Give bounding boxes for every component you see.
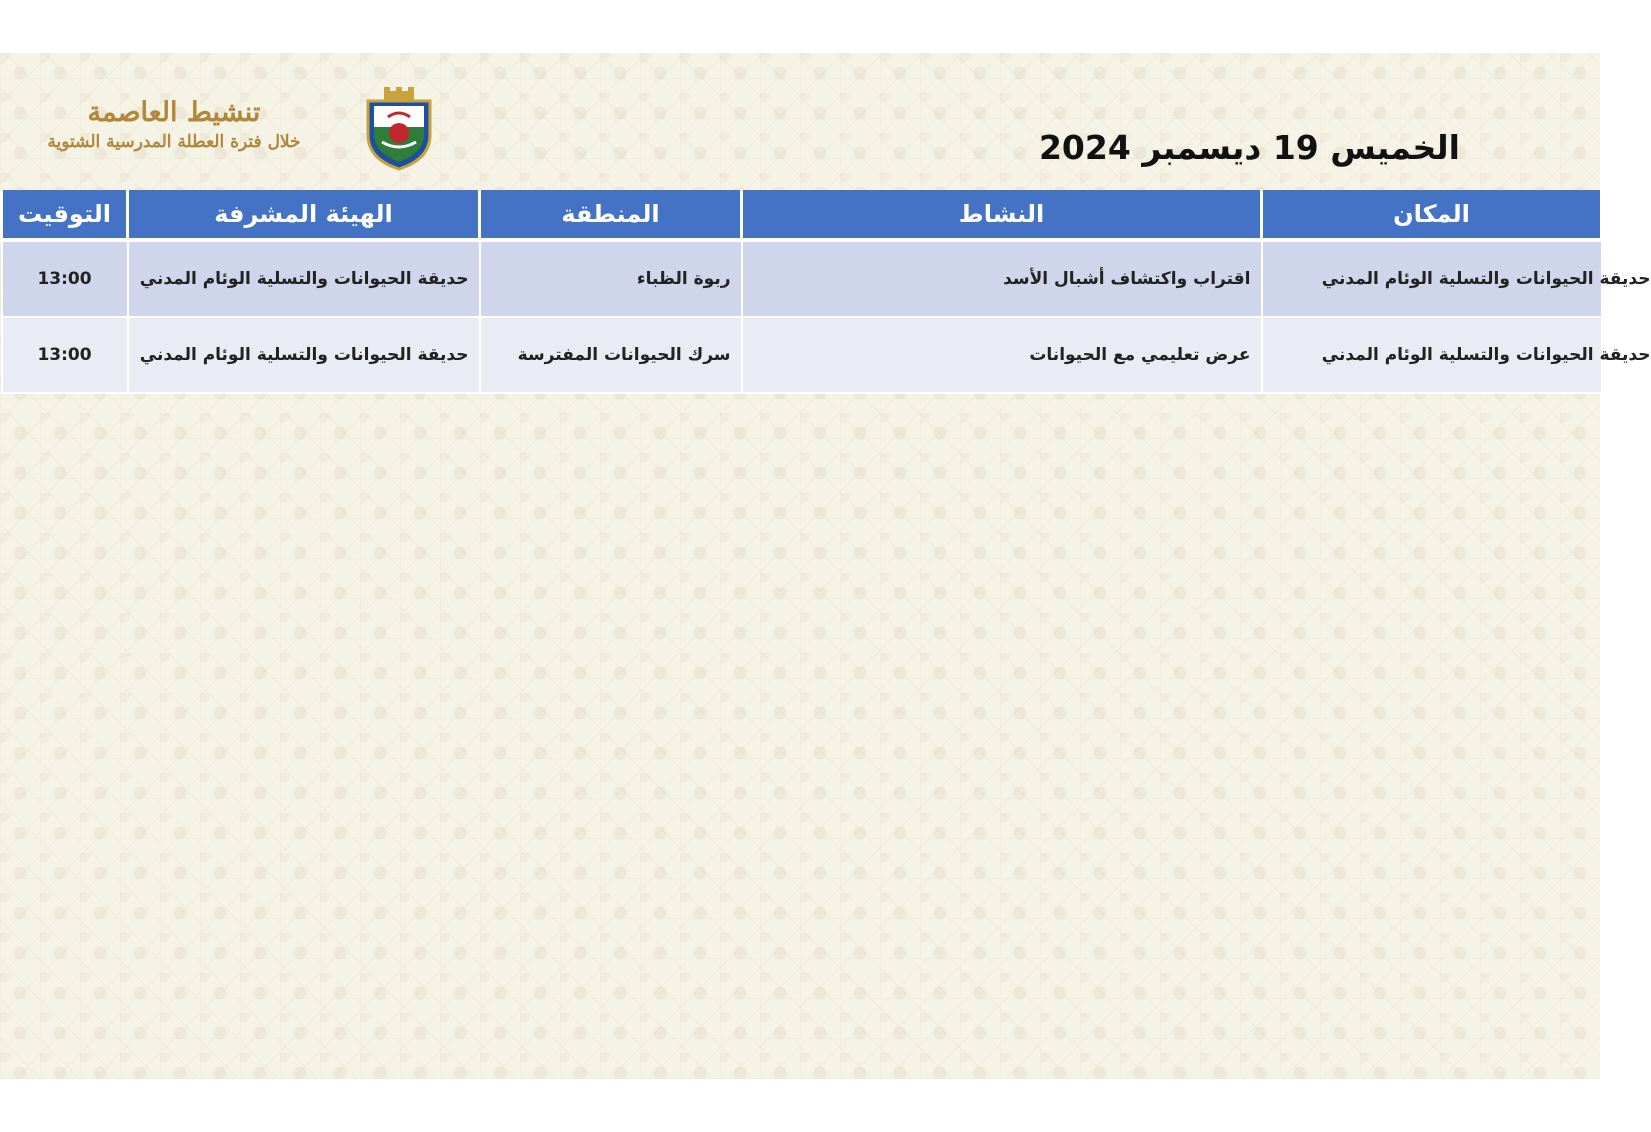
date-title: الخميس 19 ديسمبر 2024 [1038,128,1460,167]
table-header-row [2,190,1602,240]
header-area: المنطقة [480,190,742,240]
algiers-coat-of-arms-icon [358,87,440,171]
header-time: التوقيت [2,190,128,240]
organizer-cell: حديقة الحيوانات والتسلية الوئام المدني [128,240,480,317]
schedule-poster [0,53,1651,1079]
time-cell: 13:00 [2,317,128,393]
brand-subtitle: خلال فترة العطلة المدرسية الشتوية [47,132,301,152]
venue-cell: حديقة الحيوانات والتسلية الوئام المدني [1262,317,1602,393]
time-cell: 13:00 [2,240,128,317]
area-cell: سرك الحيوانات المفترسة [480,317,742,393]
header-venue: المكان [1262,190,1602,240]
area-cell: ربوة الظباء [480,240,742,317]
brand-block [14,97,334,155]
venue-cell: حديقة الحيوانات والتسلية الوئام المدني [1262,240,1602,317]
organizer-cell: حديقة الحيوانات والتسلية الوئام المدني [128,317,480,393]
brand-title: تنشيط العاصمة [87,97,261,128]
header-organizer: الهيئة المشرفة [128,190,480,240]
table-row [2,317,1602,393]
table-row [2,240,1602,317]
activity-cell: اقتراب واكتشاف أشبال الأسد [742,240,1262,317]
activities-table [0,190,1651,394]
header-activity: النشاط [742,190,1262,240]
activity-cell: عرض تعليمي مع الحيوانات [742,317,1262,393]
